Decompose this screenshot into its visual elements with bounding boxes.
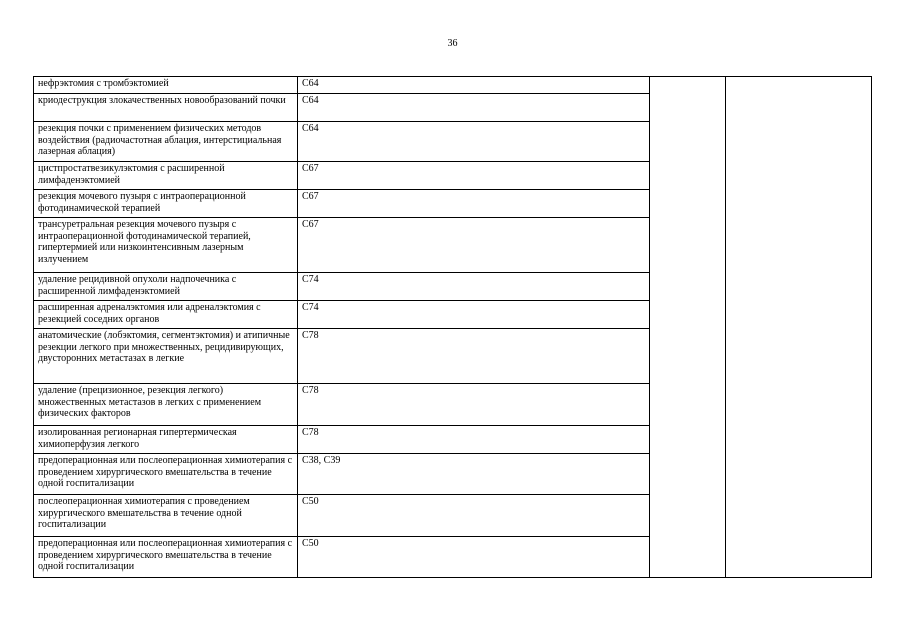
diagnosis-code-cell: C64	[298, 122, 650, 162]
procedure-name-cell: резекция мочевого пузыря с интраоперационной фотодинамической терапией	[34, 190, 298, 218]
procedure-name-cell: нефрэктомия с тромбэктомией	[34, 77, 298, 94]
empty-column-cell	[726, 77, 872, 578]
procedure-name-cell: анатомические (лобэктомия, сегментэктомия) и атипичные резекции легкого при множественных, рецидивирующих, двусторонних метастазах в легкие	[34, 329, 298, 384]
empty-column-cell	[650, 77, 726, 578]
procedure-name-cell: резекция почки с применением физических методов воздействия (радиочастотная аблация, интерстициальная лазерная аблация)	[34, 122, 298, 162]
table-row	[34, 77, 872, 94]
diagnosis-code-cell: C50	[298, 495, 650, 537]
procedure-name-cell: криодеструкция злокачественных новообразований почки	[34, 94, 298, 122]
procedure-name-cell: предоперационная или послеоперационная химиотерапия с проведением хирургического вмешательства в течение одной госпитализации	[34, 454, 298, 495]
procedure-name-cell: изолированная регионарная гипертермическая химиоперфузия легкого	[34, 426, 298, 454]
diagnosis-code-cell: C50	[298, 537, 650, 578]
procedure-name-cell: расширенная адреналэктомия или адреналэктомия с резекцией соседних органов	[34, 301, 298, 329]
diagnosis-code-cell: C67	[298, 218, 650, 273]
procedure-name-cell: удаление рецидивной опухоли надпочечника с расширенной лимфаденэктомией	[34, 273, 298, 301]
diagnosis-code-cell: C67	[298, 190, 650, 218]
diagnosis-code-cell: C78	[298, 426, 650, 454]
procedure-name-cell: цистпростатвезикулэктомия с расширенной лимфаденэктомией	[34, 162, 298, 190]
page-number: 36	[447, 38, 458, 49]
diagnosis-code-cell: C74	[298, 273, 650, 301]
diagnosis-code-cell: C38, C39	[298, 454, 650, 495]
procedure-name-cell: послеоперационная химиотерапия с проведением хирургического вмешательства в течение одной госпитализации	[34, 495, 298, 537]
diagnosis-code-cell: C78	[298, 384, 650, 426]
procedure-name-cell: удаление (прецизионное, резекция легкого) множественных метастазов в легких с применением физических факторов	[34, 384, 298, 426]
procedure-name-cell: трансуретральная резекция мочевого пузыря с интраоперационной фотодинамической терапией, гипертермией или низкоинтенсивным лазерным излучением	[34, 218, 298, 273]
procedures-table	[33, 76, 872, 578]
diagnosis-code-cell: C78	[298, 329, 650, 384]
diagnosis-code-cell: C64	[298, 77, 650, 94]
procedure-name-cell: предоперационная или послеоперационная химиотерапия с проведением хирургического вмешательства в течение одной госпитализации	[34, 537, 298, 578]
diagnosis-code-cell: C67	[298, 162, 650, 190]
diagnosis-code-cell: C74	[298, 301, 650, 329]
diagnosis-code-cell: C64	[298, 94, 650, 122]
